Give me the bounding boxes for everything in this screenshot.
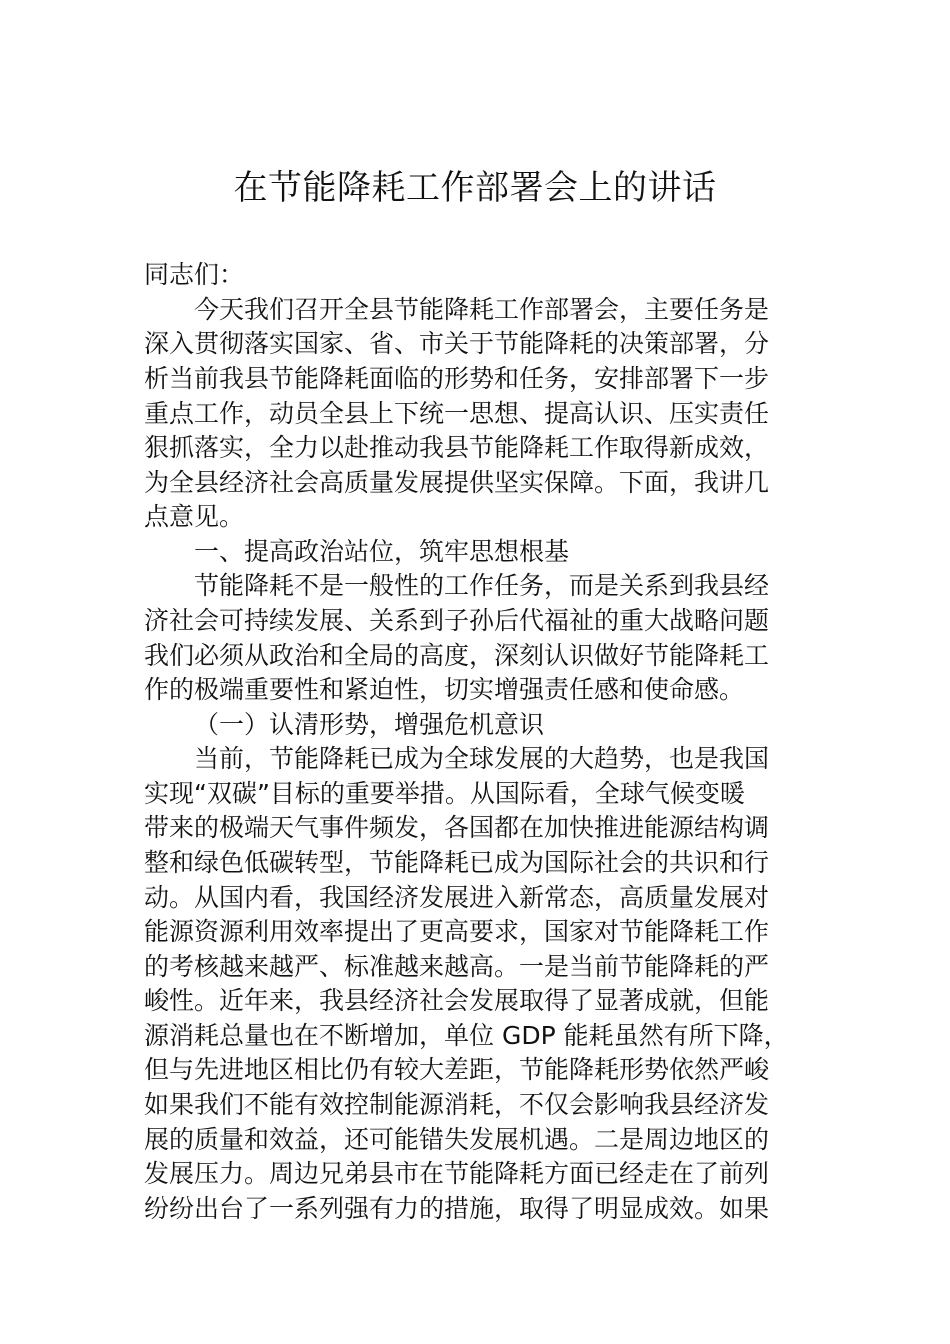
body-line: 展的质量和效益，还可能错失发展机遇。二是周边地区的 bbox=[144, 1125, 770, 1154]
body-line: 当前，节能降耗已成为全球发展的大趋势，也是我国 bbox=[194, 744, 770, 773]
body-line: 节能降耗不是一般性的工作任务，而是关系到我县经 bbox=[194, 571, 770, 600]
body-line: 析当前我县节能降耗面临的形势和任务，安排部署下一步 bbox=[144, 364, 770, 393]
body-line: 我们必须从政治和全局的高度，深刻认识做好节能降耗工 bbox=[144, 641, 770, 670]
body-line: 重点工作，动员全县上下统一思想、提高认识、压实责任 bbox=[144, 399, 770, 428]
body-line: 峻性。近年来，我县经济社会发展取得了显著成就，但能 bbox=[144, 986, 770, 1015]
body-line: 带来的极端天气事件频发，各国都在加快推进能源结构调 bbox=[144, 813, 770, 842]
body-line: 能源资源利用效率提出了更高要求，国家对节能降耗工作 bbox=[144, 917, 770, 946]
body-line: 今天我们召开全县节能降耗工作部署会，主要任务是 bbox=[194, 295, 770, 324]
body-line: 济社会可持续发展、关系到子孙后代福祉的重大战略问题 bbox=[144, 606, 770, 635]
body-line: 整和绿色低碳转型，节能降耗已成为国际社会的共识和行 bbox=[144, 848, 770, 877]
body-line: 纷纷出台了一系列强有力的措施，取得了明显成效。如果 bbox=[144, 1194, 770, 1223]
body-line: 源消耗总量也在不断增加，单位 GDP 能耗虽然有所下降， bbox=[144, 1021, 789, 1050]
body-line: 的考核越来越严、标准越来越高。一是当前节能降耗的严 bbox=[144, 952, 770, 981]
subsection-heading: （一）认清形势，增强危机意识 bbox=[194, 710, 545, 739]
salutation: 同志们： bbox=[144, 260, 245, 289]
body-line: 作的极端重要性和紧迫性，切实增强责任感和使命感。 bbox=[144, 675, 745, 704]
body-line: 点意见。 bbox=[144, 502, 245, 531]
body-line: 为全县经济社会高质量发展提供坚实保障。下面，我讲几 bbox=[144, 468, 770, 497]
body-line: 如果我们不能有效控制能源消耗，不仅会影响我县经济发 bbox=[144, 1090, 770, 1119]
document-title: 在节能降耗工作部署会上的讲话 bbox=[233, 168, 717, 208]
body-line: 发展压力。周边兄弟县市在节能降耗方面已经走在了前列 bbox=[144, 1159, 770, 1188]
section-heading: 一、提高政治站位，筑牢思想根基 bbox=[194, 537, 570, 566]
body-line: 但与先进地区相比仍有较大差距，节能降耗形势依然严峻 bbox=[144, 1055, 770, 1084]
body-line: 狠抓落实，全力以赴推动我县节能降耗工作取得新成效， bbox=[144, 433, 770, 462]
body-line: 深入贯彻落实国家、省、市关于节能降耗的决策部署，分 bbox=[144, 329, 770, 358]
body-line: 动。从国内看，我国经济发展进入新常态，高质量发展对 bbox=[144, 883, 770, 912]
body-line: 实现“双碳”目标的重要举措。从国际看，全球气候变暖 bbox=[144, 779, 745, 808]
